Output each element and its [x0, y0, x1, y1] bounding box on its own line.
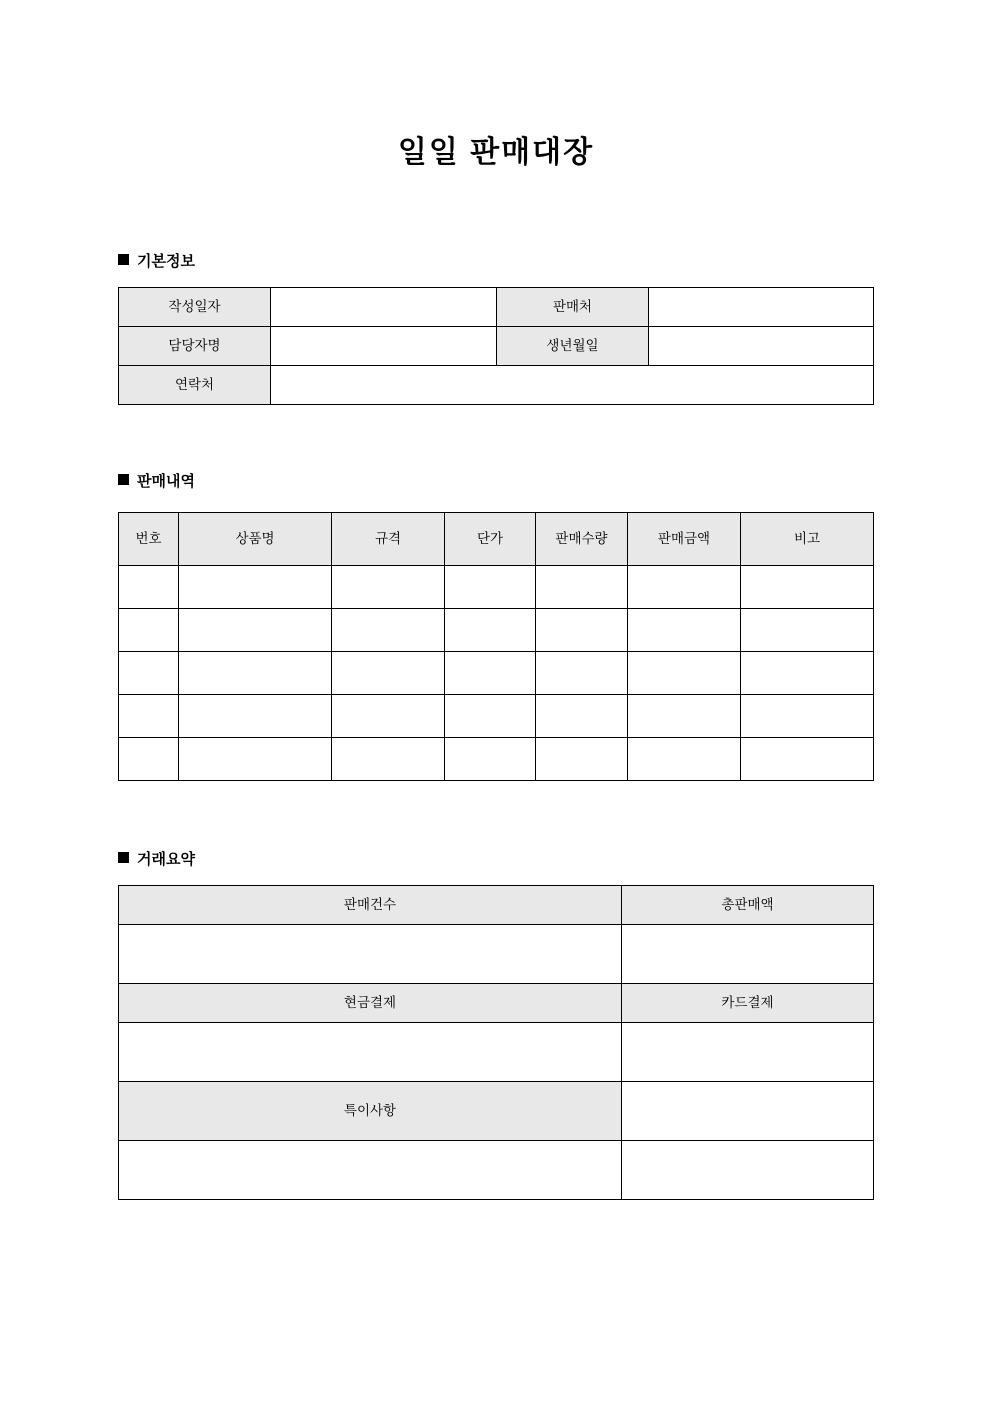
cell-amount[interactable] — [628, 609, 741, 652]
transaction-summary-table — [118, 885, 874, 1200]
field-special-notes-extra[interactable] — [622, 1141, 874, 1200]
label-cash-payment: 현금결제 — [119, 984, 622, 1023]
cell-item-name[interactable] — [179, 652, 332, 695]
cell-quantity[interactable] — [536, 652, 628, 695]
page-title: 일일 판매대장 — [397, 136, 595, 169]
label-person-in-charge: 담당자명 — [119, 327, 271, 366]
cell-unit-price[interactable] — [445, 695, 536, 738]
square-bullet-icon — [118, 474, 129, 485]
field-cash-payment[interactable] — [119, 1023, 622, 1082]
cell-no[interactable] — [119, 652, 179, 695]
field-contact[interactable] — [271, 366, 874, 405]
field-special-notes[interactable] — [119, 1141, 622, 1200]
field-vendor[interactable] — [649, 288, 874, 327]
cell-spec[interactable] — [332, 609, 445, 652]
column-header-no: 번호 — [119, 513, 179, 566]
cell-spec[interactable] — [332, 566, 445, 609]
cell-unit-price[interactable] — [445, 652, 536, 695]
table-row — [119, 1141, 874, 1200]
cell-remarks[interactable] — [741, 566, 874, 609]
cell-remarks[interactable] — [741, 738, 874, 781]
label-special-notes: 특이사항 — [119, 1082, 622, 1141]
cell-quantity[interactable] — [536, 609, 628, 652]
section-heading-sales-detail-label: 판매내역 — [137, 473, 195, 490]
column-header-spec: 규격 — [332, 513, 445, 566]
cell-amount[interactable] — [628, 738, 741, 781]
field-person-in-charge[interactable] — [271, 327, 497, 366]
table-row — [119, 1023, 874, 1082]
section-heading-sales-detail — [118, 472, 195, 492]
cell-quantity[interactable] — [536, 738, 628, 781]
label-card-payment: 카드결제 — [622, 984, 874, 1023]
label-sales-count: 판매건수 — [119, 886, 622, 925]
table-row — [119, 327, 874, 366]
cell-item-name[interactable] — [179, 609, 332, 652]
column-header-item-name: 상품명 — [179, 513, 332, 566]
cell-spec[interactable] — [332, 652, 445, 695]
label-total-sales-amount: 총판매액 — [622, 886, 874, 925]
basic-info-table — [118, 287, 874, 405]
label-contact: 연락처 — [119, 366, 271, 405]
cell-no[interactable] — [119, 738, 179, 781]
label-write-date: 작성일자 — [119, 288, 271, 327]
table-row — [119, 288, 874, 327]
label-vendor: 판매처 — [497, 288, 649, 327]
sales-detail-table — [118, 512, 874, 781]
cell-unit-price[interactable] — [445, 738, 536, 781]
column-header-quantity: 판매수량 — [536, 513, 628, 566]
cell-item-name[interactable] — [179, 695, 332, 738]
table-row — [119, 652, 874, 695]
square-bullet-icon — [118, 254, 129, 265]
section-heading-basic-info-label: 기본정보 — [137, 253, 195, 270]
field-total-sales-amount[interactable] — [622, 925, 874, 984]
section-heading-basic-info — [118, 252, 195, 272]
cell-spec[interactable] — [332, 695, 445, 738]
section-heading-transaction-summary-label: 거래요약 — [137, 851, 195, 868]
cell-remarks[interactable] — [741, 695, 874, 738]
field-sales-count[interactable] — [119, 925, 622, 984]
cell-remarks[interactable] — [741, 652, 874, 695]
table-row — [119, 695, 874, 738]
column-header-amount: 판매금액 — [628, 513, 741, 566]
cell-quantity[interactable] — [536, 695, 628, 738]
column-header-remarks: 비고 — [741, 513, 874, 566]
cell-item-name[interactable] — [179, 566, 332, 609]
cell-unit-price[interactable] — [445, 609, 536, 652]
table-header-row — [119, 886, 874, 925]
cell-no[interactable] — [119, 695, 179, 738]
square-bullet-icon — [118, 852, 129, 863]
field-birth-date[interactable] — [649, 327, 874, 366]
table-row — [119, 738, 874, 781]
cell-amount[interactable] — [628, 652, 741, 695]
cell-quantity[interactable] — [536, 566, 628, 609]
table-row — [119, 566, 874, 609]
field-special-notes-right[interactable] — [622, 1082, 874, 1141]
table-header-row — [119, 513, 874, 566]
table-row — [119, 925, 874, 984]
cell-amount[interactable] — [628, 566, 741, 609]
table-row — [119, 366, 874, 405]
cell-no[interactable] — [119, 566, 179, 609]
cell-remarks[interactable] — [741, 609, 874, 652]
label-birth-date: 생년월일 — [497, 327, 649, 366]
column-header-unit-price: 단가 — [445, 513, 536, 566]
section-heading-transaction-summary — [118, 850, 195, 870]
field-card-payment[interactable] — [622, 1023, 874, 1082]
cell-item-name[interactable] — [179, 738, 332, 781]
cell-spec[interactable] — [332, 738, 445, 781]
table-header-row — [119, 984, 874, 1023]
cell-unit-price[interactable] — [445, 566, 536, 609]
cell-no[interactable] — [119, 609, 179, 652]
table-row — [119, 609, 874, 652]
table-header-row — [119, 1082, 874, 1141]
field-write-date[interactable] — [271, 288, 497, 327]
cell-amount[interactable] — [628, 695, 741, 738]
